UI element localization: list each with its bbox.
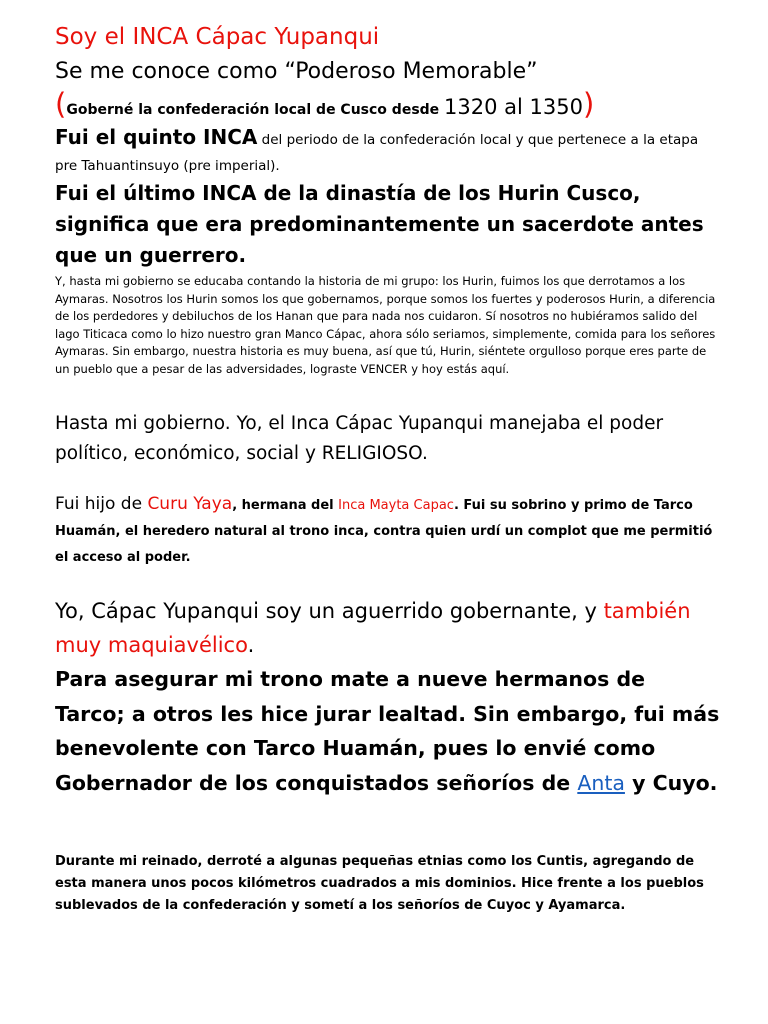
cousin-name: Tarco Huamán bbox=[55, 498, 693, 539]
nickname-line: Se me conoce como “Poderoso Memorable” bbox=[55, 59, 538, 84]
reign-line bbox=[55, 88, 720, 126]
fifth-inca-paragraph bbox=[55, 124, 720, 179]
uncle-name: Inca Mayta Capac bbox=[338, 498, 454, 513]
throne-paragraph bbox=[55, 662, 720, 801]
fifth-inca-text: del periodo de la confederación local y que pertenece a la etapa pre Tahuantinsuyo (pre imperial). bbox=[55, 132, 699, 174]
family-text-3: , el heredero natural al trono inca, contra quien urdí un complot que me permitió el acceso al poder. bbox=[55, 524, 713, 565]
mother-name: Curu Yaya bbox=[147, 494, 233, 514]
ruler-text-1: Yo, Cápac Yupanqui soy un aguerrido gobernante, y bbox=[55, 599, 604, 623]
ruler-paragraph bbox=[55, 594, 720, 662]
reign-events-paragraph: Durante mi reinado, derroté a algunas pequeñas etnias como los Cuntis, agregando de esta manera unos pocos kilómetros cuadrados a mis dominios. Hice frente a los pueblos sublevados de la confederación y sometí a los señoríos de Cuyoc y Ayamarca. bbox=[55, 854, 704, 913]
reign-years: 1320 al 1350 bbox=[444, 95, 583, 119]
anta-link[interactable]: Anta bbox=[577, 771, 625, 796]
open-paren: ( bbox=[55, 87, 67, 121]
family-text-1: , hermana del bbox=[232, 498, 339, 513]
close-paren: ) bbox=[583, 87, 595, 121]
page-title: Soy el INCA Cápac Yupanqui bbox=[55, 24, 380, 50]
family-paragraph bbox=[55, 491, 720, 571]
hurin-history-paragraph: Y, hasta mi gobierno se educaba contando la historia de mi grupo: los Hurin, fuimos los que derrotamos a los Aymaras. Nosotros los Hurin somos los que gobernamos, porque somos los fuertes y poderosos Hurin, a diferencia de los perdedores y debiluchos de los Hanan que para nada nos cuidaron. Sí nosotros no hubiéramos salido del lago Titicaca como lo hizo nuestro gran Manco Cápac, ahora sólo seriamos, simplemente, comida para los señores Aymaras. Sin embargo, nuestra historia es muy buena, así que tú, Hurin, siéntete orgulloso porque eres parte de un pueblo que a pesar de las adversidades, lograste VENCER y hoy estás aquí. bbox=[55, 274, 716, 376]
reign-text: Goberné la confederación local de Cusco desde bbox=[66, 102, 445, 118]
throne-text-2: y Cuyo. bbox=[624, 771, 718, 796]
machiavellian-text: también muy maquiavélico bbox=[55, 599, 691, 657]
last-inca-paragraph: Fui el último INCA de la dinastía de los Hurin Cusco, significa que era predominantemente un sacerdote antes que un guerrero. bbox=[55, 181, 704, 267]
ruler-text-2: . bbox=[247, 633, 255, 657]
power-paragraph: Hasta mi gobierno. Yo, el Inca Cápac Yupanqui manejaba el poder político, económico, social y RELIGIOSO. bbox=[55, 413, 664, 464]
family-lead: Fui hijo de bbox=[55, 494, 148, 514]
fifth-inca-heading: Fui el quinto INCA bbox=[55, 125, 258, 149]
throne-text-1: Para asegurar mi trono mate a nueve hermanos de Tarco; a otros les hice jurar lealtad. Sin embargo, fui más benevolente con Tarco Huamán, pues lo envié como Gobernador de los conquistados señoríos de bbox=[55, 667, 720, 796]
family-text-2: . Fui su sobrino y primo de bbox=[453, 498, 654, 513]
